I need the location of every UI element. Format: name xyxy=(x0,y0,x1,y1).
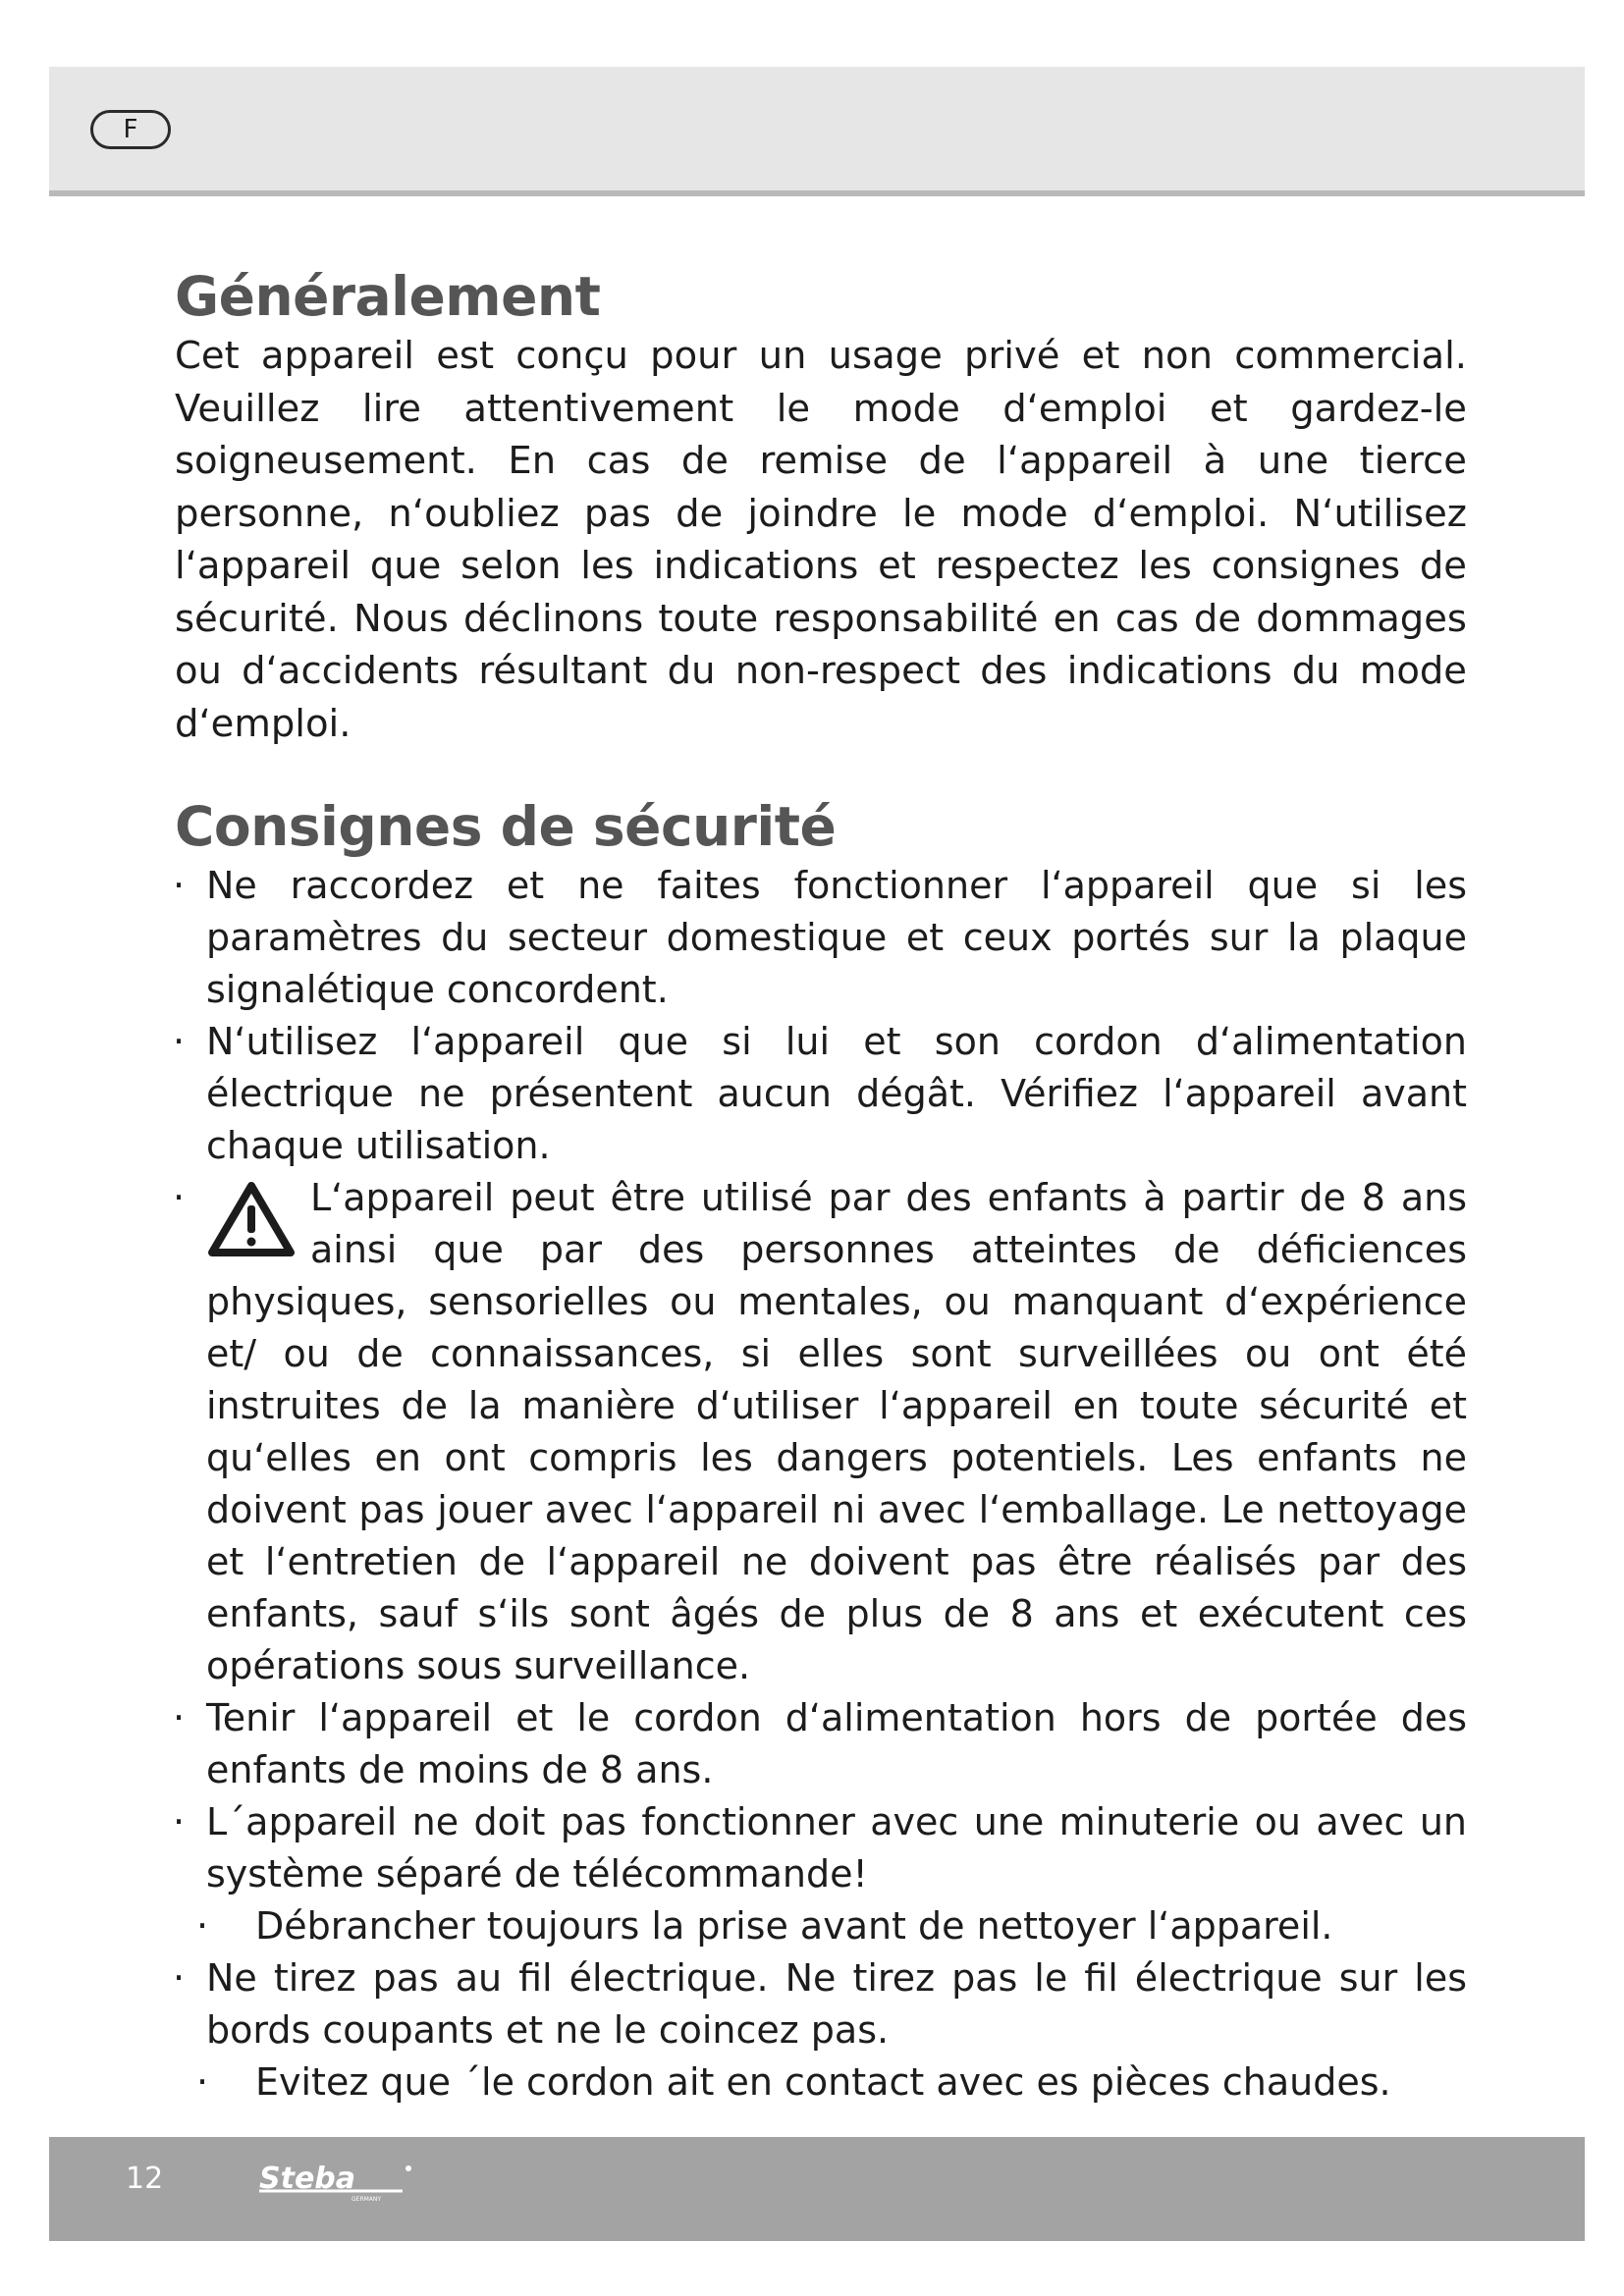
safety-item xyxy=(172,1796,1467,1900)
safety-item-text: Evitez que ´le cordon ait en contact avec es pièces chaudes. xyxy=(255,2060,1391,2104)
page-number: 12 xyxy=(126,2162,164,2196)
safety-list xyxy=(172,860,1467,2109)
safety-item-text: N‘utilisez l‘appareil que si lui et son cordon d‘alimentation électrique ne présentent aucun dégât. Vérifiez l‘appareil avant chaque utilisation. xyxy=(206,1020,1467,1167)
bullet: · xyxy=(172,1176,186,1219)
page-header-band xyxy=(49,67,1585,196)
safety-item xyxy=(172,860,1467,1016)
general-paragraph: Cet appareil est conçu pour un usage privé et non commercial. Veuillez lire attentivement le mode d‘emploi et gardez-le soigneusement. En cas de remise de l‘appareil à une tierce personne, n‘oubliez pas de joindre le mode d‘emploi. N‘utilisez l‘appareil que selon les indications et respectez les consignes de sécurité. Nous déclinons toute responsabilité en cas de dommages ou d‘accidents résultant du non-respect des indications du mode d‘emploi. xyxy=(175,334,1467,746)
warning-triangle-icon xyxy=(206,1180,297,1258)
safety-item-text: Débrancher toujours la prise avant de nettoyer l‘appareil. xyxy=(255,1904,1333,1948)
bullet: · xyxy=(195,2060,209,2104)
safety-item xyxy=(175,1900,1467,1952)
safety-item xyxy=(172,1692,1467,1796)
safety-item-text: L´appareil ne doit pas fonctionner avec une minuterie ou avec un système séparé de télécommande! xyxy=(206,1800,1467,1896)
section-title-general: Généralement xyxy=(175,265,601,328)
language-badge xyxy=(90,110,171,149)
bullet: · xyxy=(172,864,186,907)
brand-subtitle: GERMANY xyxy=(352,2196,382,2203)
safety-item-text: L‘appareil peut être utilisé par des enfants à partir de 8 ans ainsi que par des personnes atteintes de déficiences physiques, sensorielles ou mentales, ou manquant d‘expérience et/ ou de connaissances, si elles sont surveillées ou ont été instruites de la manière d‘utiliser l‘appareil en toute sécurité et qu‘elles en ont compris les dangers potentiels. Les enfants ne doivent pas jouer avec l‘appareil ni avec l‘emballage. Le nettoyage et l‘entretien de l‘appareil ne doivent pas être réalisés par des enfants, sauf s‘ils sont âgés de plus de 8 ans et exécutent ces opérations sous surveillance. xyxy=(206,1176,1467,1687)
page-content xyxy=(172,263,1467,2109)
bullet: · xyxy=(195,1904,209,1948)
safety-item xyxy=(172,1952,1467,2056)
safety-item-warning xyxy=(172,1172,1467,1692)
bullet: · xyxy=(172,1956,186,2000)
steba-logo xyxy=(257,2161,414,2204)
safety-item xyxy=(172,1016,1467,1172)
safety-item-text: Ne raccordez et ne faites fonctionner l‘appareil que si les paramètres du secteur domestique et ceux portés sur la plaque signalétique concordent. xyxy=(206,864,1467,1011)
safety-item-text: Ne tirez pas au fil électrique. Ne tirez pas le fil électrique sur les bords coupants et ne le coincez pas. xyxy=(206,1956,1467,2052)
section-title-safety: Consignes de sécurité xyxy=(175,795,837,858)
safety-item-text: Tenir l‘appareil et le cordon d‘alimentation hors de portée des enfants de moins de 8 ans. xyxy=(206,1696,1467,1791)
bullet: · xyxy=(172,1696,186,1739)
language-label: F xyxy=(123,115,138,144)
safety-item xyxy=(175,2056,1467,2109)
bullet: · xyxy=(172,1020,186,1063)
bullet: · xyxy=(172,1800,186,1843)
brand-wordmark: Steba xyxy=(259,2162,356,2196)
